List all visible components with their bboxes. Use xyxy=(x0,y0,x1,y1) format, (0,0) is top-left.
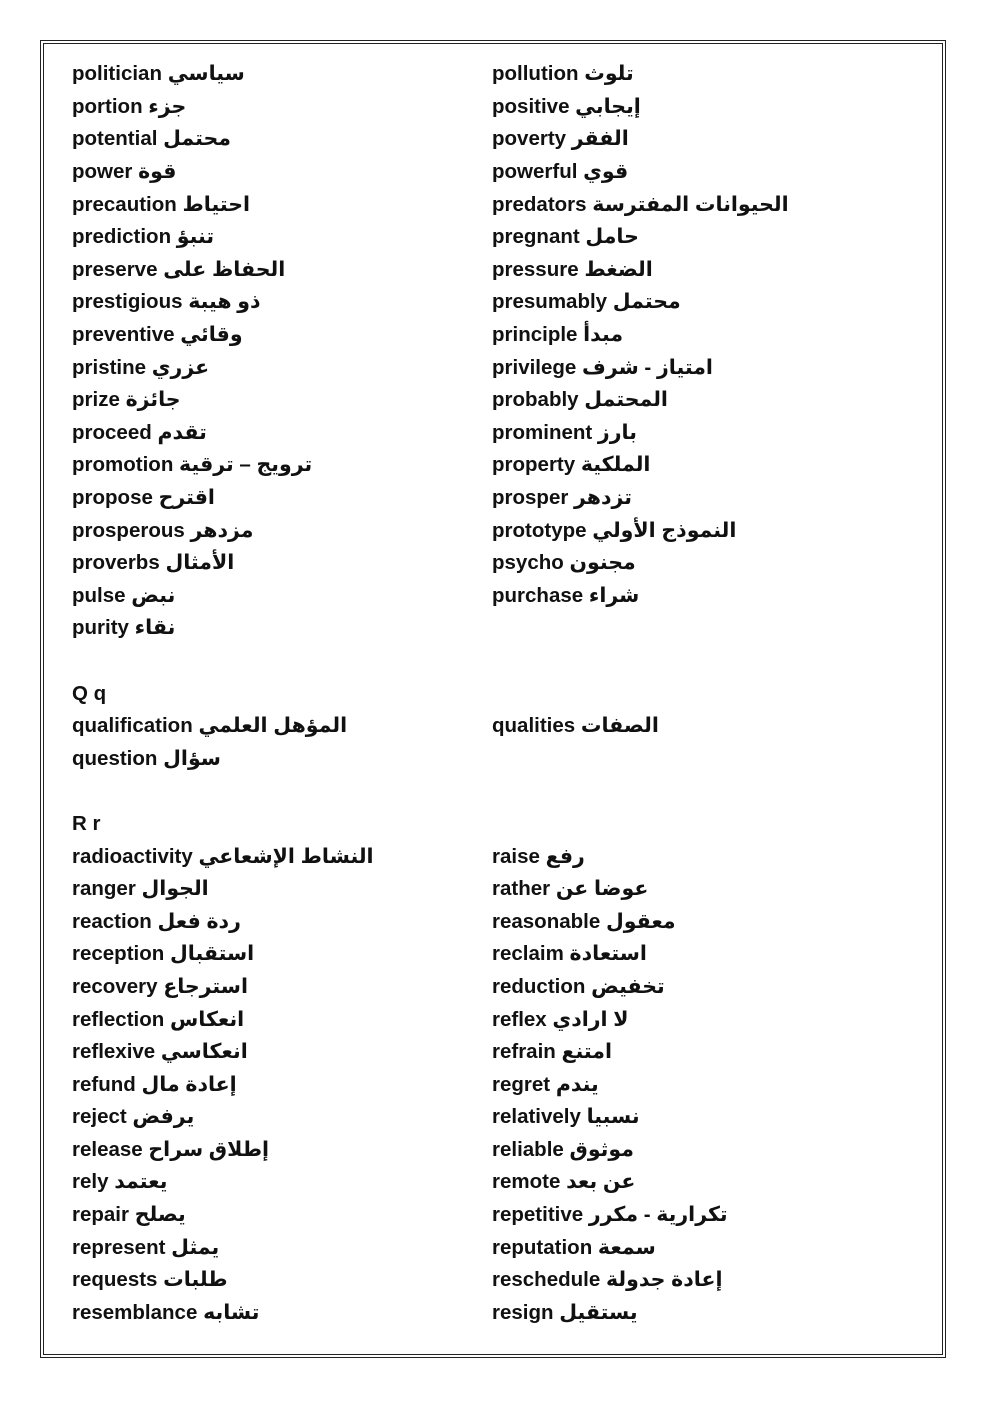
arabic-translation: الحفاظ على xyxy=(163,257,286,281)
arabic-translation: عن بعد xyxy=(566,1170,636,1194)
english-word: reliable xyxy=(492,1137,564,1161)
word-entry xyxy=(72,873,492,905)
arabic-translation: النشاط الإشعاعي xyxy=(198,844,374,868)
word-entry xyxy=(492,189,912,221)
arabic-translation: مجنون xyxy=(569,551,636,575)
word-entry xyxy=(72,938,492,970)
english-word: prosper xyxy=(492,486,569,510)
english-word: proverbs xyxy=(72,551,160,575)
english-word: reaction xyxy=(72,909,152,933)
arabic-translation: الأمثال xyxy=(165,551,235,575)
arabic-translation: انعكاس xyxy=(169,1007,245,1031)
word-entry xyxy=(492,938,912,970)
word-entry xyxy=(492,384,912,416)
arabic-translation: يصلح xyxy=(134,1203,186,1227)
arabic-translation: موثوق xyxy=(569,1137,634,1161)
english-word: purity xyxy=(72,616,129,640)
word-row xyxy=(72,547,912,580)
word-row xyxy=(72,254,912,287)
arabic-translation: تشابه xyxy=(203,1300,260,1324)
word-entry xyxy=(492,710,912,742)
english-word: rely xyxy=(72,1170,109,1194)
word-row xyxy=(72,971,912,1004)
word-entry xyxy=(492,482,912,514)
arabic-translation: النموذج الأولي xyxy=(592,518,737,542)
word-entry xyxy=(72,189,492,221)
english-word: prestigious xyxy=(72,290,183,314)
arabic-translation: مزدهر xyxy=(190,518,254,542)
english-word: reputation xyxy=(492,1235,593,1259)
arabic-translation: إعادة جدولة xyxy=(605,1268,723,1292)
arabic-translation: استعادة xyxy=(569,942,647,966)
word-entry xyxy=(72,91,492,123)
word-row xyxy=(72,221,912,254)
english-word: reflexive xyxy=(72,1040,156,1064)
word-row xyxy=(72,905,912,938)
arabic-translation: ذو هيبة xyxy=(188,290,261,314)
word-row xyxy=(72,580,912,613)
english-word: rather xyxy=(492,877,551,901)
word-row xyxy=(72,1068,912,1101)
word-entry xyxy=(72,417,492,449)
arabic-translation: ردة فعل xyxy=(157,909,241,933)
arabic-translation: شراء xyxy=(588,583,640,607)
word-entry xyxy=(492,1199,912,1231)
arabic-translation: لا ارادي xyxy=(552,1007,629,1031)
word-row xyxy=(72,188,912,221)
word-entry xyxy=(492,1166,912,1198)
word-entry xyxy=(492,1004,912,1036)
word-row xyxy=(72,710,912,743)
word-entry xyxy=(492,841,912,873)
word-entry xyxy=(492,971,912,1003)
word-row xyxy=(72,1134,912,1167)
arabic-translation: جزء xyxy=(148,94,187,118)
word-entry xyxy=(72,906,492,938)
word-entry xyxy=(72,254,492,286)
word-row xyxy=(72,286,912,319)
arabic-translation: يمثل xyxy=(171,1235,220,1259)
word-entry xyxy=(72,156,492,188)
arabic-translation: إعادة مال xyxy=(141,1072,237,1096)
arabic-translation: اقترح xyxy=(158,486,215,510)
arabic-translation: المؤهل العلمي xyxy=(198,714,348,738)
word-row xyxy=(72,1264,912,1297)
word-entry xyxy=(72,352,492,384)
word-row xyxy=(72,612,912,645)
arabic-translation: سمعة xyxy=(597,1235,656,1259)
english-word: reschedule xyxy=(492,1268,601,1292)
word-row xyxy=(72,91,912,124)
english-word: refrain xyxy=(492,1040,556,1064)
word-entry xyxy=(492,873,912,905)
word-row xyxy=(72,938,912,971)
word-entry xyxy=(492,1036,912,1068)
arabic-translation: وقائي xyxy=(180,323,243,347)
arabic-translation: نبض xyxy=(131,583,176,607)
arabic-translation: الضغط xyxy=(584,257,653,281)
english-word: poverty xyxy=(492,127,567,151)
english-word: powerful xyxy=(492,160,578,184)
arabic-translation: نقاء xyxy=(134,616,176,640)
word-entry xyxy=(492,580,912,612)
word-entry xyxy=(492,91,912,123)
word-entry xyxy=(72,515,492,547)
word-entry xyxy=(72,547,492,579)
arabic-translation: تنبؤ xyxy=(176,225,215,249)
arabic-translation: احتياط xyxy=(182,192,251,216)
arabic-translation: المحتمل xyxy=(584,388,668,412)
word-row xyxy=(72,351,912,384)
word-entry xyxy=(72,286,492,318)
word-entry xyxy=(72,1199,492,1231)
section-spacer xyxy=(72,645,912,678)
word-entry xyxy=(72,221,492,253)
english-word: prominent xyxy=(492,420,593,444)
english-word: psycho xyxy=(492,551,564,575)
english-word: positive xyxy=(492,94,570,118)
arabic-translation: مبدأ xyxy=(583,323,624,347)
arabic-translation: تلوث xyxy=(584,62,634,86)
word-entry xyxy=(72,1134,492,1166)
english-word: reject xyxy=(72,1105,127,1129)
word-entry xyxy=(492,156,912,188)
arabic-translation: معقول xyxy=(605,909,676,933)
arabic-translation: يرفض xyxy=(132,1105,195,1129)
arabic-translation: حامل xyxy=(585,225,639,249)
english-word: pregnant xyxy=(492,225,580,249)
english-word: reception xyxy=(72,942,165,966)
arabic-translation: الحيوانات المفترسة xyxy=(592,192,789,216)
word-row xyxy=(72,156,912,189)
word-entry xyxy=(492,906,912,938)
word-row xyxy=(72,1166,912,1199)
arabic-translation: تقدم xyxy=(157,420,207,444)
word-row xyxy=(72,1297,912,1330)
vocabulary-list xyxy=(72,58,912,1329)
section-heading: Q q xyxy=(72,681,107,705)
english-word: purchase xyxy=(492,583,584,607)
arabic-translation: نسبيا xyxy=(586,1105,640,1129)
word-row xyxy=(72,482,912,515)
word-entry xyxy=(492,286,912,318)
english-word: qualities xyxy=(492,714,576,738)
arabic-translation: تكرارية - مكرر xyxy=(588,1203,728,1227)
english-word: refund xyxy=(72,1072,136,1096)
word-entry xyxy=(492,449,912,481)
word-row xyxy=(72,1231,912,1264)
word-entry xyxy=(492,1264,912,1296)
word-row xyxy=(72,1003,912,1036)
english-word: release xyxy=(72,1137,143,1161)
word-entry xyxy=(72,580,492,612)
word-entry xyxy=(492,1069,912,1101)
arabic-translation: سؤال xyxy=(163,746,221,770)
arabic-translation: رفع xyxy=(545,844,585,868)
word-entry xyxy=(492,1134,912,1166)
arabic-translation: يستقيل xyxy=(559,1300,638,1324)
english-word: propose xyxy=(72,486,153,510)
word-entry xyxy=(72,449,492,481)
english-word: pristine xyxy=(72,355,147,379)
word-entry xyxy=(72,319,492,351)
word-entry xyxy=(492,58,912,90)
english-word: repair xyxy=(72,1203,129,1227)
english-word: resemblance xyxy=(72,1300,198,1324)
word-entry xyxy=(492,319,912,351)
english-word: reflex xyxy=(492,1007,547,1031)
word-entry xyxy=(492,1232,912,1264)
english-word: question xyxy=(72,746,158,770)
english-word: qualification xyxy=(72,714,193,738)
word-entry xyxy=(492,515,912,547)
english-word: property xyxy=(492,453,576,477)
arabic-translation: بارز xyxy=(597,420,637,444)
word-entry xyxy=(72,482,492,514)
english-word: regret xyxy=(492,1072,551,1096)
english-word: prosperous xyxy=(72,518,185,542)
arabic-translation: امتياز - شرف xyxy=(582,355,713,379)
word-row xyxy=(72,873,912,906)
english-word: repetitive xyxy=(492,1203,584,1227)
english-word: probably xyxy=(492,388,579,412)
word-row xyxy=(72,417,912,450)
english-word: pressure xyxy=(492,257,579,281)
english-word: prediction xyxy=(72,225,172,249)
english-word: pollution xyxy=(492,62,579,86)
arabic-translation: سياسي xyxy=(167,62,245,86)
word-entry xyxy=(492,417,912,449)
english-word: raise xyxy=(492,844,540,868)
arabic-translation: إيجابي xyxy=(575,94,641,118)
arabic-translation: ترويج – ترقية xyxy=(179,453,313,477)
english-word: represent xyxy=(72,1235,166,1259)
word-entry xyxy=(492,1297,912,1329)
word-entry xyxy=(72,841,492,873)
english-word: politician xyxy=(72,62,162,86)
word-row xyxy=(72,1036,912,1069)
arabic-translation: قوة xyxy=(138,160,177,184)
arabic-translation: يندم xyxy=(555,1072,599,1096)
word-row xyxy=(72,319,912,352)
word-entry xyxy=(72,1036,492,1068)
arabic-translation: محتمل xyxy=(163,127,232,151)
english-word: reclaim xyxy=(492,942,564,966)
word-entry xyxy=(72,1232,492,1264)
english-word: preventive xyxy=(72,323,175,347)
arabic-translation: تخفيض xyxy=(591,974,665,998)
word-entry xyxy=(72,1166,492,1198)
word-entry xyxy=(72,971,492,1003)
word-row xyxy=(72,449,912,482)
english-word: potential xyxy=(72,127,158,151)
arabic-translation: عزري xyxy=(151,355,210,379)
english-word: recovery xyxy=(72,974,158,998)
english-word: radioactivity xyxy=(72,844,193,868)
arabic-translation: امتنع xyxy=(561,1040,612,1064)
arabic-translation: يعتمد xyxy=(114,1170,168,1194)
arabic-translation: طلبات xyxy=(163,1268,228,1292)
word-entry xyxy=(492,352,912,384)
english-word: portion xyxy=(72,94,143,118)
word-entry xyxy=(72,1069,492,1101)
word-entry xyxy=(72,1264,492,1296)
arabic-translation: استرجاع xyxy=(163,974,248,998)
word-row xyxy=(72,840,912,873)
english-word: promotion xyxy=(72,453,174,477)
english-word: requests xyxy=(72,1268,158,1292)
arabic-translation: استقبال xyxy=(169,942,255,966)
word-entry xyxy=(72,1101,492,1133)
word-row xyxy=(72,742,912,775)
english-word: resign xyxy=(492,1300,554,1324)
arabic-translation: الجوال xyxy=(141,877,209,901)
english-word: proceed xyxy=(72,420,152,444)
word-entry xyxy=(492,221,912,253)
word-row xyxy=(72,514,912,547)
word-entry xyxy=(72,710,492,742)
english-word: privilege xyxy=(492,355,577,379)
english-word: reflection xyxy=(72,1007,165,1031)
english-word: prize xyxy=(72,388,120,412)
arabic-translation: عوضا عن xyxy=(555,877,649,901)
arabic-translation: إطلاق سراح xyxy=(148,1137,270,1161)
word-entry xyxy=(72,612,492,644)
english-word: remote xyxy=(492,1170,561,1194)
word-entry xyxy=(492,1101,912,1133)
word-row xyxy=(72,1199,912,1232)
english-word: reasonable xyxy=(492,909,601,933)
word-entry xyxy=(72,123,492,155)
word-row xyxy=(72,384,912,417)
english-word: precaution xyxy=(72,192,177,216)
word-entry xyxy=(492,547,912,579)
word-entry xyxy=(72,1004,492,1036)
word-entry xyxy=(492,123,912,155)
word-entry xyxy=(72,743,492,775)
english-word: reduction xyxy=(492,974,586,998)
arabic-translation: محتمل xyxy=(612,290,681,314)
english-word: power xyxy=(72,160,133,184)
arabic-translation: انعكاسي xyxy=(160,1040,248,1064)
english-word: relatively xyxy=(492,1105,581,1129)
word-row xyxy=(72,1101,912,1134)
english-word: principle xyxy=(492,323,578,347)
arabic-translation: الصفات xyxy=(580,714,659,738)
word-entry xyxy=(72,1297,492,1329)
english-word: presumably xyxy=(492,290,608,314)
english-word: ranger xyxy=(72,877,136,901)
arabic-translation: الفقر xyxy=(571,127,629,151)
arabic-translation: تزدهر xyxy=(574,486,632,510)
english-word: predators xyxy=(492,192,587,216)
word-row xyxy=(72,123,912,156)
english-word: pulse xyxy=(72,583,126,607)
arabic-translation: الملكية xyxy=(580,453,651,477)
section-spacer xyxy=(72,775,912,808)
english-word: preserve xyxy=(72,257,158,281)
english-word: prototype xyxy=(492,518,587,542)
word-entry xyxy=(492,254,912,286)
word-row xyxy=(72,58,912,91)
arabic-translation: قوي xyxy=(583,160,629,184)
arabic-translation: جائزة xyxy=(125,388,181,412)
word-entry xyxy=(72,58,492,90)
section-heading: R r xyxy=(72,811,101,835)
word-entry xyxy=(72,384,492,416)
